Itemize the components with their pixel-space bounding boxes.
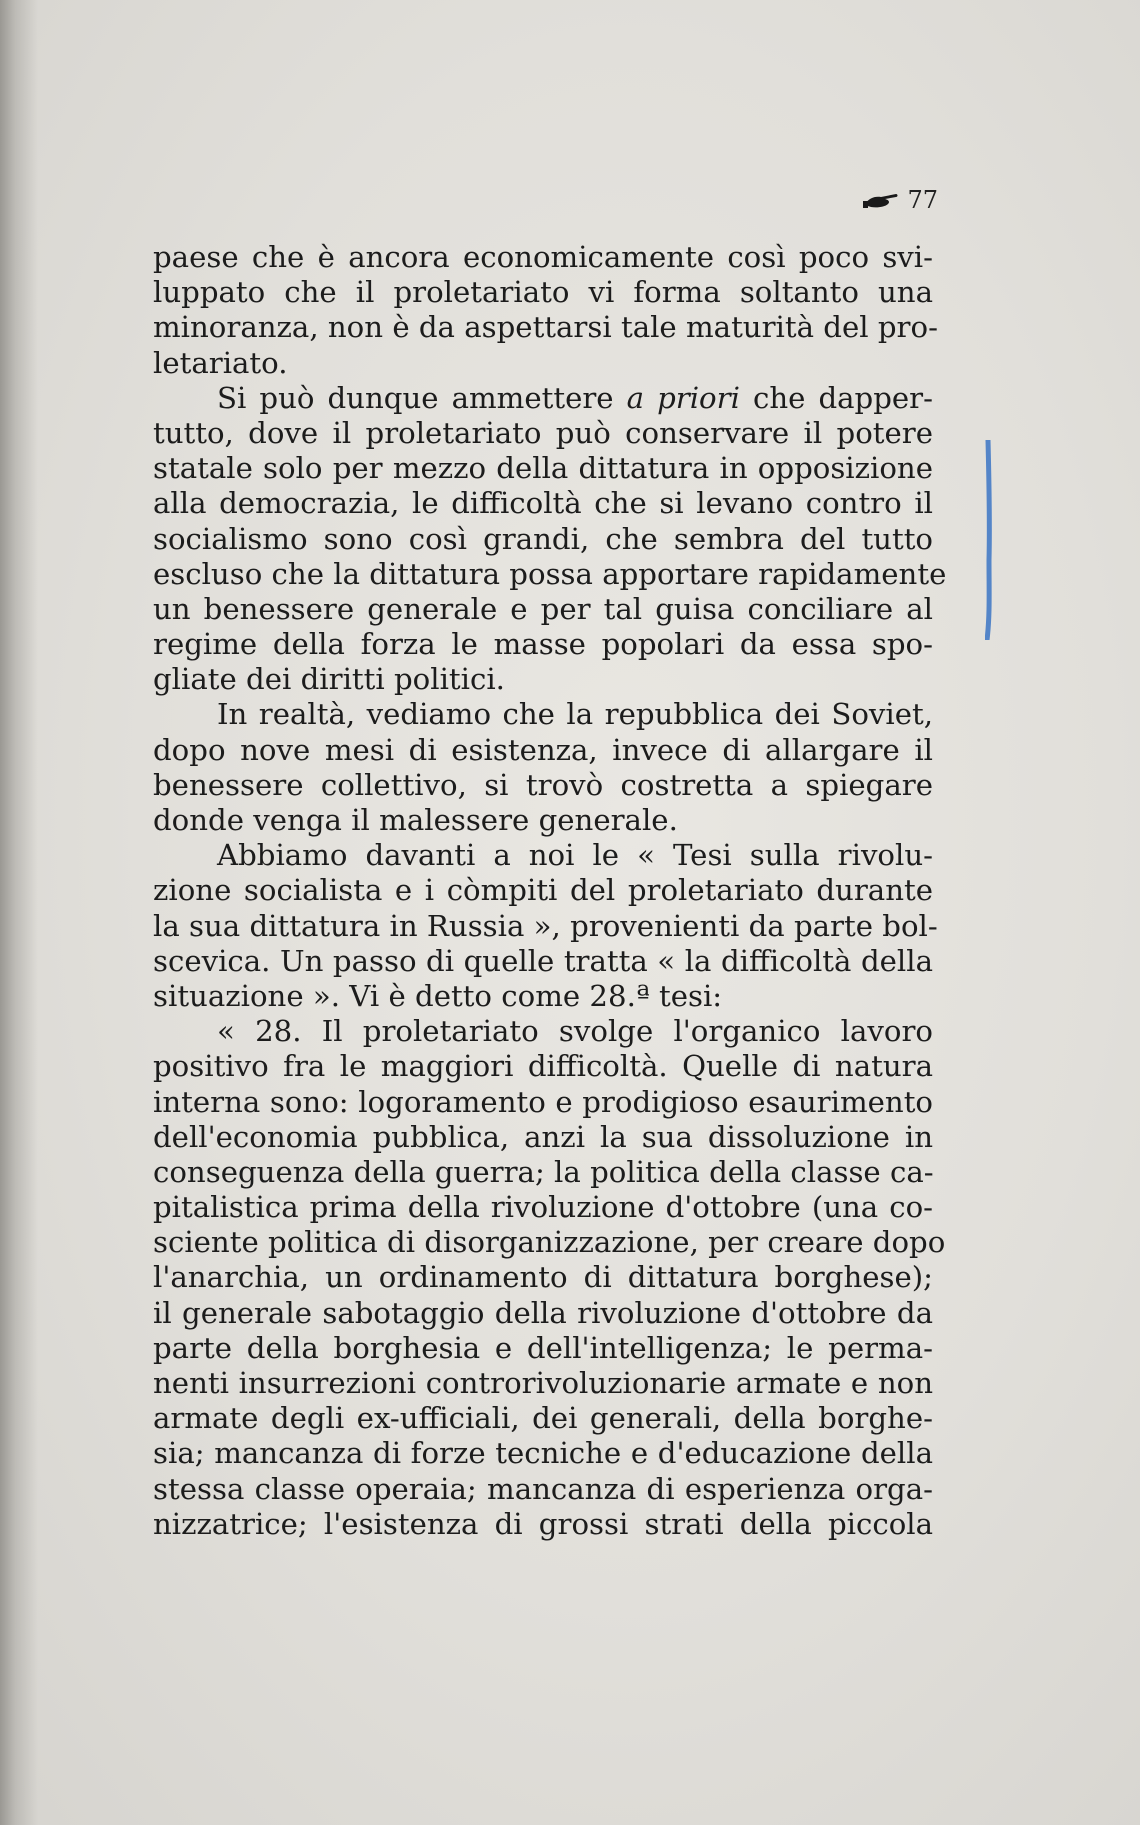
text-line: benessere collettivo, si trovò costretta a spiegare — [153, 767, 933, 802]
text-line: Si può dunque ammettere a priori che dapper- — [217, 380, 933, 415]
text-line: sia; mancanza di forze tecniche e d'educazione della — [153, 1436, 933, 1471]
margin-pencil-mark — [985, 440, 993, 640]
text-line: dopo nove mesi di esistenza, invece di allargare il — [153, 732, 933, 767]
body-text — [153, 240, 947, 1542]
text-line: scevica. Un passo di quelle tratta « la difficoltà della — [153, 943, 933, 978]
page-number: 77 — [907, 186, 938, 214]
text-line: conseguenza della guerra; la politica della classe ca- — [153, 1154, 934, 1189]
page-header — [863, 186, 938, 214]
text-line: nenti insurrezioni controrivoluzionarie armate e non — [153, 1366, 933, 1400]
text-line: sciente politica di disorganizzazione, per creare dopo — [153, 1225, 946, 1260]
text-line: nizzatrice; l'esistenza di grossi strati della piccola — [153, 1506, 933, 1541]
text-line: alla democrazia, le difficoltà che si levano contro il — [153, 486, 933, 521]
text-line: l'anarchia, un ordinamento di dittatura borghese); — [153, 1260, 933, 1295]
text-line: escluso che la dittatura possa apportare rapidamente — [153, 556, 947, 591]
text-line: pitalistica prima della rivoluzione d'ottobre (una co- — [153, 1190, 933, 1225]
text-line: interna sono: logoramento e prodigioso esaurimento — [153, 1084, 933, 1119]
text-line: letariato. — [153, 345, 288, 380]
text-line: situazione ». Vi è detto come 28.ª tesi: — [153, 978, 723, 1013]
text-line: minoranza, non è da aspettarsi tale maturità del pro- — [153, 310, 938, 345]
pointing-hand-icon — [863, 190, 899, 210]
text-line: luppato che il proletariato vi forma soltanto una — [153, 275, 933, 310]
text-line: parte della borghesia e dell'intelligenza; le perma- — [153, 1330, 933, 1365]
text-line: dell'economia pubblica, anzi la sua dissoluzione in — [153, 1119, 933, 1154]
text-line: « 28. Il proletariato svolge l'organico lavoro — [217, 1014, 933, 1049]
text-line: un benessere generale e per tal guisa conciliare al — [153, 591, 933, 626]
text-line: positivo fra le maggiori difficoltà. Quelle di natura — [153, 1049, 933, 1084]
text-line: la sua dittatura in Russia », provenienti da parte bol- — [153, 908, 938, 943]
text-line: Abbiamo davanti a noi le « Tesi sulla rivolu- — [217, 838, 933, 873]
text-line: stessa classe operaia; mancanza di esperienza orga- — [153, 1471, 933, 1506]
text-line: armate degli ex-ufficiali, dei generali, della borghe- — [153, 1401, 933, 1436]
text-line: statale solo per mezzo della dittatura in opposizione — [153, 451, 933, 486]
italic-phrase: a priori — [626, 380, 740, 415]
text-line: In realtà, vediamo che la repubblica dei Soviet, — [217, 697, 933, 732]
text-line: il generale sabotaggio della rivoluzione d'ottobre da — [153, 1295, 933, 1330]
text-line: tutto, dove il proletariato può conservare il potere — [153, 415, 933, 450]
text-line: zione socialista e i còmpiti del proletariato durante — [153, 873, 933, 908]
text-line: gliate dei diritti politici. — [153, 662, 505, 697]
text-line: regime della forza le masse popolari da essa spo- — [153, 627, 933, 662]
text-line: donde venga il malessere generale. — [153, 803, 678, 837]
text-line: socialismo sono così grandi, che sembra del tutto — [153, 521, 933, 556]
text-line: paese che è ancora economicamente così poco svi- — [153, 240, 933, 274]
